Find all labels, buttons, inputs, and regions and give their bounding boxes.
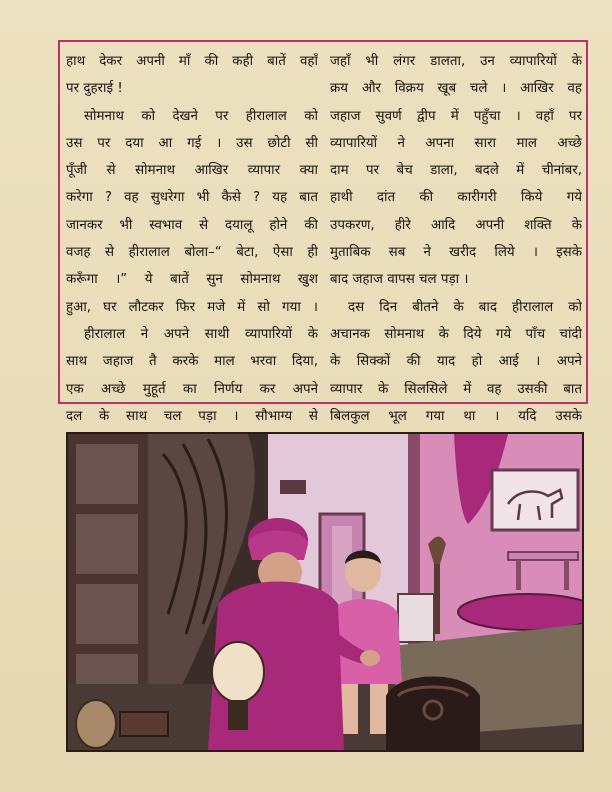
story-line: मुताबिक सब ने खरीद लिये । इसके: [330, 245, 582, 261]
story-line: हीरालाल ने अपने साथी व्यापारियों के: [84, 326, 318, 342]
story-line: हाथ देकर अपनी माँ की कही बातें वहाँ: [66, 54, 318, 69]
story-illustration: [66, 432, 584, 752]
story-line: दल के साथ चल पड़ा । सौभाग्य से: [66, 408, 318, 424]
story-line: व्यापार के सिलसिले में वह उसकी बात: [330, 381, 582, 397]
oil-lamp: [212, 642, 264, 702]
story-line: करेगा ? वह सुधरेगा भी कैसे ? यह बात: [66, 190, 318, 206]
story-line: हाथी दांत की कारीगरी किये गये: [330, 190, 582, 206]
story-line: सोमनाथ को देखने पर हीरालाल को: [84, 108, 318, 124]
story-line: पर दुहराई !: [66, 81, 123, 97]
story-line: जहाज सुवर्ण द्वीप में पहुँचा । वहाँ पर: [330, 108, 582, 124]
story-line: दस दिन बीतने के बाद हीरालाल को: [348, 299, 582, 315]
platform: [458, 594, 582, 630]
illustration-art: [68, 434, 582, 750]
story-line: दाम पर बेच डाला, बदले में चीनांबर,: [330, 163, 582, 179]
story-line: अचानक सोमनाथ के दिये गये पाँच चांदी: [330, 326, 582, 342]
story-line: वजह से हीरालाल बोला–“ बेटा, ऐसा ही: [66, 245, 318, 261]
story-line: उपकरण, हीरे आदि अपनी शक्ति के: [330, 217, 582, 233]
story-line: हुआ, घर लौटकर फिर मजे में सो गया ।: [66, 299, 318, 315]
story-line: साथ जहाज तै करके माल भरवा दिया,: [66, 354, 318, 370]
horse-painting: [492, 470, 578, 530]
story-line: बाद जहाज वापस चल पड़ा ।: [330, 272, 469, 288]
story-line: जहाँ भी लंगर डालता, उन व्यापारियों के: [330, 54, 582, 69]
story-line: एक अच्छे मुहूर्त का निर्णय कर अपने: [66, 381, 318, 397]
story-text-box: [58, 40, 588, 424]
chair-white: [398, 594, 434, 642]
story-column-right: [330, 48, 582, 457]
story-line: उस पर दया आ गई । उस छोटी सी: [66, 135, 318, 151]
story-line: करूँगा ।” ये बातें सुन सोमनाथ खुश: [66, 272, 318, 288]
clay-pot: [76, 700, 116, 748]
story-line: पूँजी से सोमनाथ आखिर व्यापार क्या: [66, 163, 318, 179]
story-column-left: [66, 48, 318, 457]
story-line: व्यापारियों ने अपना सारा माल अच्छे: [330, 135, 582, 151]
story-line: क्रय और विक्रय खूब चले । आखिर वह: [330, 81, 582, 97]
story-line: के सिक्कों की याद हो आई । अपने: [330, 354, 582, 370]
story-line: जानकर भी स्वभाव से दयालू होने की: [66, 217, 318, 233]
story-line: बिलकुल भूल गया था । यदि उसके: [330, 408, 582, 424]
